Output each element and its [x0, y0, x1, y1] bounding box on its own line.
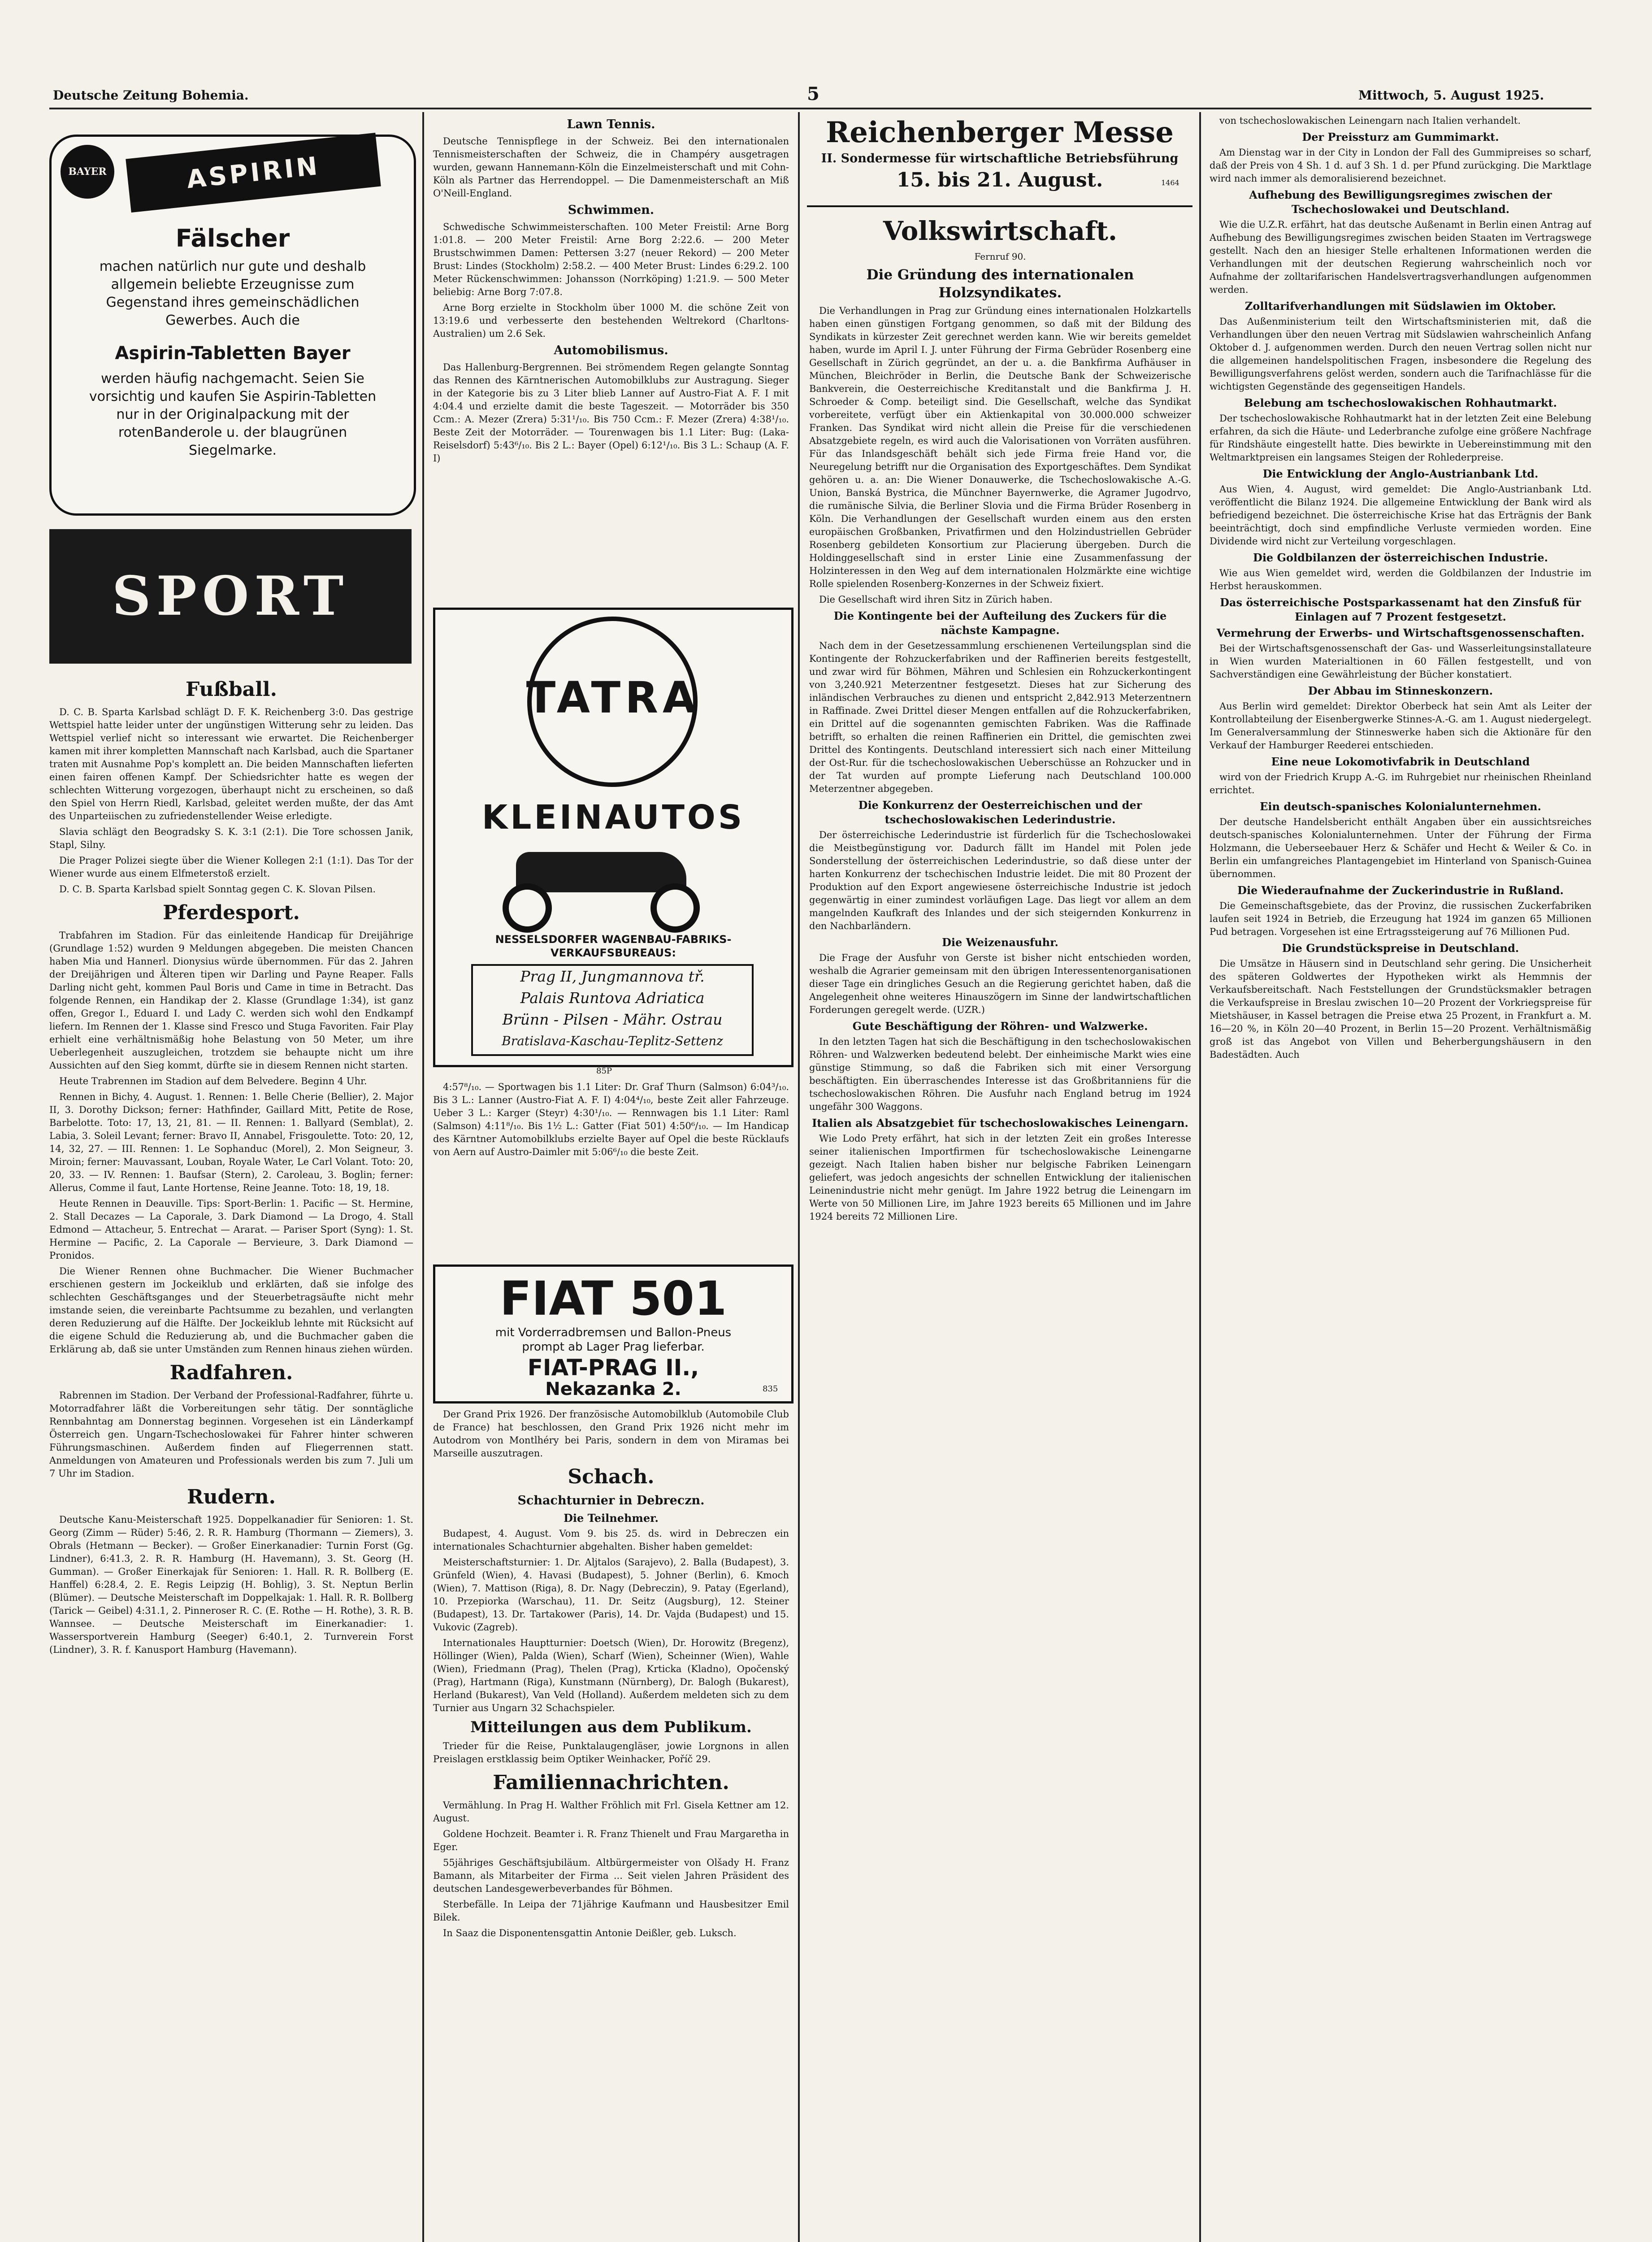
heading-rudern: Rudern. — [187, 1486, 276, 1508]
fiat-dealer: FIAT-PRAG II., — [527, 1355, 699, 1381]
column-2-top — [433, 114, 789, 594]
article-paragraph: Slavia schlägt den Beogradsky S. K. 3:1 (2:1). Die Tore schossen Janik, Stapl, Silny. — [49, 826, 413, 850]
article-paragraph: Die Gesellschaft wird ihren Sitz in Zürich haben. — [819, 594, 1053, 605]
subheading-stinneskonzern: Der Abbau im Stinneskonzern. — [1308, 684, 1493, 697]
article-paragraph: Arne Borg erzielte in Stockholm über 1000 M. die schöne Zeit von 13:19.6 und verbesserte den bestehenden Weltrekord (Charltons-Australien) um 2.6 Sek. — [433, 302, 789, 339]
column-rule-2 — [798, 112, 800, 2242]
messe-dates: 15. bis 21. August. — [896, 169, 1103, 191]
masthead-rule — [49, 108, 1591, 109]
heading-mitteilungen: Mitteilungen aus dem Publikum. — [470, 1718, 752, 1736]
fiat-line1: mit Vorderradbremsen und Ballon-Pneus — [495, 1326, 732, 1339]
article-paragraph: Der österreichische Lederindustrie ist fürderlich für die Tschechoslowakei die Meistbegünstigung vor. Dadurch fällt im Handel mit Polen jede Sonderstellung der österreichischen Lederindustrie, so daß diese unter der harten Konkurrenz der tschechischen Industrie leidet. Die mit 80 Prozent der Produktion auf den Export angewiesene österreichische Industrie ist jedoch gegenwärtig in einer zumindest vorläufigen Lage. Das liegt vor allem an dem mangelnden Kaufkraft des Inlandes und der sich steigernden Konkurrenz in den Nachbarländern. — [809, 830, 1191, 931]
subheading-teilnehmer: Die Teilnehmer. — [564, 1512, 659, 1525]
article-paragraph: Die Prager Polizei siegte über die Wiener Kollegen 2:1 (1:1). Das Tor der Wiener wurde aus einem Elfmeterstoß erzielt. — [49, 855, 413, 879]
article-paragraph: Aus Wien, 4. August, wird gemeldet: Die Anglo-Austrianbank Ltd. veröffentlicht die Bilanz 1924. Die allgemeine Entwicklung der Bank wird als befriedigend bezeichnet. Die österreichische Krise hat das Erträgnis der Bank beeinträchtigt, doch sind empfindliche Verluste vermieden worden. Eine Dividende wird nicht zur Verteilung vorgeschlagen. — [1210, 484, 1591, 547]
article-paragraph: Schwedische Schwimmeisterschaften. 100 Meter Freistil: Arne Borg 1:01.8. — 200 Meter Freistil: Arne Borg 2:22.6. — 200 Meter Brustschwimmen Damen: Pettersen 3:27 (neuer Rekord) — 200 Meter Brust: Lindes (Stockholm) 2:58.2. — 400 Meter Brust: Lindes 6:29.2. 100 Meter Rückenschwimmen: Johansson (Norrköping) 1:21.9. — 500 Meter beliebig: Arne Borg 7:07.8. — [433, 222, 789, 297]
heading-pferdesport: Pferdesport. — [163, 901, 300, 924]
article-paragraph: Budapest, 4. August. Vom 9. bis 25. ds. wird in Debreczen ein internationales Schachturnier abgehalten. Bisher haben gemeldet: — [433, 1528, 789, 1552]
article-paragraph: Deutsche Kanu-Meisterschaft 1925. Doppelkanadier für Senioren: 1. St. Georg (Zimm — Rüder) 5:46, 2. R. R. Hamburg (Thormann — Ziemers), 3. Obrals (Hetmann — Becker). — Großer Einerkanadier: Turnin Forst (Gg. Lindner), 6:41.3, 2. R. R. Hamburg (H. Havemann), 3. St. Georg (H. Gumman). — Großer Einerkajak für Senioren: 1. Hall. R. R. Bollberg (E. Hanffel) 6:28.4, 2. E. Regis Leipzig (H. Bohlig), 3. St. Neptun Berlin (Blümer). — Deutsche Meisterschaft im Doppelkajak: 1. Hall. R. R. Bollberg (Tarick — Geibel) 4:31.1, 2. Pinneroser R. C. (E. Rothe — H. Rothe), 3. R. B. Wannsee. — Deutsche Meisterschaft im Einerkanadier: 1. Wassersportverein Hamburg (Seeger) 6:40.1, 2. Turnverein Forst (Lindner), 3. R. f. Kanusport Hamburg (Havemann). — [49, 1514, 413, 1655]
article-paragraph: Am Dienstag war in der City in London der Fall des Gummipreises so scharf, daß der Preis von 4 Sh. 1 d. auf 3 Sh. 1 d. per Pfund zurückging. Die Marktlage wird nach immer als demoralisierend bezeichnet. — [1210, 147, 1591, 184]
subheading-leinengarn: Italien als Absatzgebiet für tschechoslowakisches Leinengarn. — [812, 1117, 1188, 1130]
article-paragraph: Trieder für die Reise, Punktalaugengläser, jowie Lorgnons in allen Preislagen erstklassig beim Optiker Weinhacker, Poříč 29. — [433, 1741, 789, 1764]
article-paragraph: Das Außenministerium teilt den Wirtschaftsministerien mit, daß die Verhandlungen über den neuen Vertrag mit Südslawien wahrscheinlich Anfang Oktober d. J. aufgenommen werden. Durch den neuen Vertrag sollen nicht nur die allgemeinen handelspolitischen Fragen, insbesondere die Regelung des Bewilligungsverfahrens gelöst werden, sondern auch die Tarifnachlässe für die wichtigsten Gegenstände des gegenseitigen Handels. — [1210, 316, 1591, 392]
messe-sub: II. Sondermesse für wirtschaftliche Betriebsführung — [821, 152, 1179, 165]
article-paragraph: Der deutsche Handelsbericht enthält Angaben über ein aussichtsreiches deutsch-spanisches Kolonialunternehmen. Unter der Führung der Firma Holzmann, die Ueberseebauer Herz & Schäfer und Hecht & Weiler & Co. in Berlin ein umfangreiches Plantagengebiet im Hinterland von Spanisch-Guinea übernommen. — [1210, 817, 1591, 879]
subheading-anglo-austrianbank: Die Entwicklung der Anglo-Austrianbank Ltd. — [1262, 467, 1539, 480]
article-paragraph: 4:57⁸/₁₀. — Sportwagen bis 1.1 Liter: Dr. Graf Thurn (Salmson) 6:04³/₁₀. Bis 3 L.: Lanner (Austro-Fiat A. F. I) 4:04⁴/₁₀, beste Zeit aller Fahrzeuge. Ueber 3 L.: Karger (Steyr) 4:30¹/₁₀. — Rennwagen bis 1.1 Liter: Raml (Salmson) 4:11⁸/₁₀. Bis 1½ L.: Gatter (Fiat 501) 4:50⁶/₁₀. — Im Handicap des Kärntner Automobilklubs erzielte Bayer auf Opel die beste Rücklaufs von Aern auf Austro-Daimler mit 5:06⁶/₁₀ die beste Zeit. — [433, 1082, 789, 1157]
subheading-zuckerindustrie-russland: Die Wiederaufnahme der Zuckerindustrie in Rußland. — [1237, 884, 1564, 897]
subheading-suedslawien: Zolltarifverhandlungen mit Südslawien im Oktober. — [1244, 300, 1557, 313]
subheading-gummimarkt: Der Preissturz am Gummimarkt. — [1302, 130, 1499, 143]
article-paragraph: Aus Berlin wird gemeldet: Direktor Oberbeck hat sein Amt als Leiter der Kontrollabteilung der Eisenbergwerke Stinnes-A.-G. am 1. August niedergelegt. Im Generalversammlung der Stinneswerke haben sich die Aktionäre für den Verkauf der Hamburger Reederei entschieden. — [1210, 701, 1591, 751]
sport-banner: SPORT — [49, 529, 412, 664]
aspirin-title: Fälscher — [175, 224, 290, 252]
heading-automobilismus: Automobilismus. — [554, 343, 668, 357]
column-2-bottom — [433, 1408, 789, 2242]
article-paragraph: Die Verhandlungen in Prag zur Gründung eines internationalen Holzkartells haben einen günstigen Fortgang genommen, so daß mit der Bildung des Syndikats in kürzester Zeit gerechnet werden kann. Wie wir bereits gemeldet haben, wurde im April I. J. unter Führung der Firma Gebrüder Rosenberg eine Gesellschaft in Zürich gegründet, an der u. a. die Bankfirma Aufhäuser in München, Bleichröder in Berlin, die Deutsche Bank der Schweizerische Bankverein, die Oesterreichische Kreditanstalt und die Bankfirma J. H. Schroeder & Comp. beteiligt sind. Die Gesellschaft, welche das Syndikat vorbereitete, verfügt über ein Aktienkapital von 30.000.000 schweizer Franken. Das Syndikat wird nicht allein die Preise für die verschiedenen Absatzgebiete regeln, es wird auch die Valorisationen von Vorräten ausführen. Für das Inlandsgeschäft behält sich jede Firma freie Hand vor, die Neuregelung betrifft nur die Organisation des Exportgeschäftes. Dem Syndikat gehören u. a. an: Die Wiener Donauwerke, die Tschechoslowakische A.-G. Union, Banská Bystrica, die Münchner Bayernwerke, die Agramer Jugodrvo, die rumänische Silvia, die Berliner Slovia und die Firma Brüder Rosenberg in Köln. Die Verhandlungen der Gesellschaft wurden einem aus den ersten europäischen Großbanken, Privatfirmen und den Holzindustriellen Gebrüder Rosenberg gebildeten Konsortium zur Placierung übergeben. Durch die Holdinggesellschaft sind in erster Linie eine Zusammenfassung der Holzinteressen in den Weg auf dem internationalen Holzmärkte eine wichtige Rolle spielenden Rosenberg-Konzernes in der Schweiz fixiert. — [809, 305, 1191, 589]
subheading-lokomotivfabrik: Eine neue Lokomotivfabrik in Deutschland — [1271, 755, 1530, 768]
subheading-walzwerke: Gute Beschäftigung der Röhren- und Walzwerke. — [852, 1020, 1148, 1033]
article-paragraph: Die Umsätze in Häusern sind in Deutschland sehr gering. Die Unsicherheit des späteren Goldwertes der Hypotheken wirkt als Hemmnis der Verkaufsbereitschaft. Nach Feststellungen der Grundstücksmakler betragen die Verkaufspreise in Breslau zwischen 10—20 Prozent der Vorkriegspreise für Mietshäuser, in Kassel betragen die Preise etwa 25 Prozent, in Frankfurt a. M. 16—20 %, in Köln 20—40 Prozent, in Berlin 15—20 Prozent. Verhältnismäßig groß ist das Angebot von Villen und Beherbergungshäusern in den Badestädten. Auch — [1210, 958, 1591, 1060]
tatra-address-3: Brünn - Pilsen - Mähr. Ostrau — [502, 1011, 723, 1028]
aspirin-product: Aspirin-Tabletten Bayer — [115, 343, 351, 364]
fiat-model: FIAT 501 — [499, 1271, 727, 1326]
tatra-address-2: Palais Runtova Adriatica — [520, 989, 705, 1007]
article-paragraph: Goldene Hochzeit. Beamter i. R. Franz Thienelt und Frau Margaretha in Eger. — [433, 1829, 789, 1852]
article-paragraph: Rennen in Bichy, 4. August. 1. Rennen: 1. Belle Cherie (Bellier), 2. Major II, 3. Dorothy Dickson; ferner: Hathfinder, Gaillard Mitt, Petite de Rose, Barbelotte. Toto: 17, 13, 21, 81. — II. Rennen: 1. Ballyard (Semblat), 2. Labia, 3. Soleil Levant; ferner: Bravo II, Annabel, Frisgoulette. Toto: 20, 12, 14, 32, 27. — III. Rennen: 1. Le Sophanduc (Morel), 2. Mon Seigneur, 3. Miroin; ferner: Mauvassant, Louban, Royale Water, Le Carl Volant. Toto: 20, 20, 33. — IV. Rennen: 1. Baufsar (Stern), 2. Caroleau, 3. Boglin; ferner: Allerus, Comme il faut, Lante Hortense, Reine Jeanne. Toto: 18, 19, 18. — [49, 1091, 413, 1193]
subheading-zucker: Die Kontingente bei der Aufteilung des Zuckers für die nächste Kampagne. — [833, 609, 1167, 637]
article-paragraph: Wie Lodo Prety erfährt, hat sich in der letzten Zeit ein großes Interesse seiner italienischen Importfirmen für tschechoslowakische Leinengarne gezeigt. Nach Italien haben bisher nur belgische Fabriken Leinengarn geliefert, was jedoch angesichts der schnellen Entwicklung der italienischen Leinenindustrie nicht mehr genügt. Im Jahre 1922 betrug die Leinengarn im Werte von 50 Millionen Lire, im Jahre 1923 bereits 65 Millionen und im Jahre 1924 bereits 72 Millionen Lire. — [809, 1133, 1191, 1222]
heading-volkswirtschaft: Volkswirtschaft. — [883, 216, 1118, 246]
subheading-goldbilanzen: Die Goldbilanzen der österreichischen Industrie. — [1253, 551, 1548, 564]
masthead-left: Deutsche Zeitung Bohemia. — [53, 88, 249, 103]
article-paragraph: Sterbefälle. In Leipa der 71jährige Kaufmann und Hausbesitzer Emil Bilek. — [433, 1899, 789, 1923]
aspirin-text2: werden häufig nachgemacht. Seien Sie vorsichtig und kaufen Sie Aspirin-Tabletten nur in der Originalpackung mit der rotenBanderole u. der blaugrünen Siegelmarke. — [89, 371, 377, 458]
article-paragraph: Deutsche Tennispflege in der Schweiz. Bei den internationalen Tennismeisterschaften der Schweiz, die in Champéry ausgetragen wurden, gewann Hannemann-Köln die Einzelmeisterschaft und mit Cohn-Köln als Partner das Herrendoppel. — Die Damenmeisterschaft an Miß O'Neill-England. — [433, 136, 789, 199]
article-paragraph: Heute Rennen in Deauville. Tips: Sport-Berlin: 1. Pacific — St. Hermine, 2. Stall Decazes — La Caporale, 3. Dark Diamond — La Drogo, 4. Stall Edmond — Attacheur, 5. Entrechat — Ararat. — Pariser Sport (Syng): 1. St. Hermine — Pacific, 2. La Caporale — Bervieure, 3. Dark Diamond — Pronidos. — [49, 1198, 413, 1261]
column-2-middle — [433, 1081, 789, 1260]
article-paragraph: Die Wiener Rennen ohne Buchmacher. Die Wiener Buchmacher erschienen gestern im Jockeiklub und erklärten, daß sie infolge des schlechten Geschäftsganges und der Steuerbetragsäufte nicht mehr imstande seien, die vereinbarte Pachtsumme zu bezahlen, und verlangten deren Reduzierung auf die Hälfte. Der Jockeiklub lehnte mit Rücksicht auf die eigene Schuld die Reduzierung ab, und die Buchmacher gaben die Erklärung ab, daß sie unter Umständen zum Rennen hinaus ziehen würden. — [49, 1266, 413, 1355]
article-paragraph: Heute Trabrennen im Stadion auf dem Belvedere. Beginn 4 Uhr. — [59, 1076, 367, 1086]
article-paragraph: Internationales Hauptturnier: Doetsch (Wien), Dr. Horowitz (Bregenz), Höllinger (Wien), Palda (Wien), Scharf (Wien), Scheinner (Wien), Wahle (Wien), Friedmann (Prag), Thelen (Prag), Krticka (Kladno), Opočenský (Prag), Hartmann (Riga), Kunstmann (Nürnberg), Dr. Balogh (Bukarest), Herland (Bukarest), Van Veld (Holland). Außerdem meldeten sich zu dem Turnier aus Ungarn 32 Schachspieler. — [433, 1638, 789, 1713]
article-paragraph: In Saaz die Disponentensgattin Antonie Deißler, geb. Luksch. — [443, 1928, 737, 1938]
column-4 — [1210, 114, 1591, 2242]
heading-familiennachrichten: Familiennachrichten. — [493, 1771, 729, 1794]
article-paragraph: Der Grand Prix 1926. Der französische Automobilklub (Automobile Club de France) hat beschlossen, den Grand Prix 1926 nicht mehr im Autodrom von Montlhéry bei Paris, sondern in dem von Miramas bei Marseille auszutragen. — [433, 1409, 789, 1459]
heading-radfahren: Radfahren. — [169, 1361, 293, 1384]
article-paragraph: Die Gemeinschaftsgebiete, das der Provinz, die russischen Zuckerfabriken laufen seit 1924 in Betrieb, die Erzeugung hat 1924 im ganzen 65 Millionen Pud betragen. Vorgesehen ist eine Ertragssteigerung auf 76 Millionen Pud. — [1210, 900, 1591, 937]
article-paragraph: In den letzten Tagen hat sich die Beschäftigung in den tschechoslowakischen Röhren- und Walzwerken bedeutend belebt. Der einheimische Markt wies eine günstige Stimmung, so daß die Fabriken sich mit einer Versorgung beschäftigten. Ein überraschendes Interesse ist das Großbritanniens für die tschechoslowakischen Röhren. Die Ausfuhr nach England betrug im 1924 ungefähr 300 Waggons. — [809, 1036, 1191, 1112]
article-paragraph: wird von der Friedrich Krupp A.-G. im Ruhrgebiet nur rheinischen Rheinland errichtet. — [1210, 772, 1591, 795]
aspirin-text: machen natürlich nur gute und deshalb allgemein beliebte Erzeugnisse zum Gegenstand ihres gemeinschädlichen Gewerbes. Auch die — [99, 259, 366, 328]
fiat-address: Nekazanka 2. — [545, 1379, 681, 1399]
subheading-schachturnier: Schachturnier in Debreczn. — [517, 1494, 705, 1508]
masthead-right: Mittwoch, 5. August 1925. — [1358, 88, 1544, 103]
fiat-code: 835 — [763, 1384, 778, 1394]
column-3 — [809, 211, 1191, 2242]
phone-number: Fernruf 90. — [974, 251, 1026, 262]
subheading-grundstueckspreise: Die Grundstückspreise in Deutschland. — [1282, 942, 1519, 955]
article-paragraph: Die Frage der Ausfuhr von Gerste ist bisher nicht entschieden worden, weshalb die Agrarier gemeinsam mit den übrigen Interessentenorganisationen dieser Tage ein dringliches Gesuch an die Regierung gerichtet haben, daß die Angelegenheit ohne weiteres Hinauszögern im Sinne der landwirtschaftlichen Forderungen geregelt werde. (UZR.) — [809, 952, 1191, 1015]
page-number: 5 — [807, 83, 819, 104]
tatra-code: 85P — [596, 1066, 612, 1076]
column-1 — [49, 673, 413, 2242]
subheading-bewilligungsregime: Aufhebung des Bewilligungsregimes zwischen der Tschechoslowakei und Deutschland. — [1249, 188, 1552, 216]
subheading-postsparkasse: Das österreichische Postsparkassenamt hat den Zinsfuß für Einlagen auf 7 Prozent festgesetzt. — [1220, 596, 1581, 623]
article-paragraph: Meisterschaftsturnier: 1. Dr. Aljtalos (Sarajevo), 2. Balla (Budapest), 3. Grünfeld (Wien), 4. Havasi (Budapest), 5. Johner (Berlin), 6. Kmoch (Wien), 7. Mattison (Riga), 8. Dr. Nagy (Debreczin), 9. Patay (Egerland), 10. Przepiorka (Warschau), 11. Dr. Seitz (Augsburg), 12. Steiner (Budapest), 13. Dr. Tartakower (Paris), 14. Dr. Vajda (Budapest) und 15. Vukovic (Zagreb). — [433, 1557, 789, 1633]
subheading-genossenschaften: Vermehrung der Erwerbs- und Wirtschaftsgenossenschaften. — [1216, 626, 1585, 639]
fiat-line2: prompt ab Lager Prag lieferbar. — [522, 1340, 705, 1354]
column-rule-3 — [1199, 112, 1201, 2242]
article-paragraph: Vermählung. In Prag H. Walther Fröhlich mit Frl. Gisela Kettner am 12. August. — [433, 1800, 789, 1824]
messe-ad — [807, 116, 1192, 207]
article-paragraph: Wie aus Wien gemeldet wird, werden die Goldbilanzen der Industrie im Herbst herauskommen. — [1210, 568, 1591, 591]
article-paragraph: Trabfahren im Stadion. Für das einleitende Handicap für Dreijährige (Grundlage 1:52) wurden 9 Meldungen abgegeben. Die meisten Chancen haben Mia und Hannerl. Dionysius würde übernommen. Für das 2. Jahren der Dreijährigen und Älteren tipen wir Darling und Payne Reaper. Falls Darling nicht geht, kommen Paul Boris und Came in time in Betracht. Das folgende Rennen, ein Handikap der 2. Klasse (Grundlage 1:34), ist ganz offen, Gregor I., Eduard I. und Lady C. werden sich wohl den Endkampf liefern. Im Rennen der 1. Klasse sind Fresco und Stuga Favoriten. Fair Play erhielt eine verhältnismäßig hohe Belastung von 50 Meter, um ihre Ueberlegenheit auszugleichen, trotzdem sie behaupte nicht um ihre Aussichten auf den Sieg kommt, dürfte sie in diesem Rennen nicht starten. — [49, 930, 413, 1071]
tatra-title: KLEINAUTOS — [481, 798, 745, 837]
article-paragraph: D. C. B. Sparta Karlsbad spielt Sonntag gegen C. K. Slovan Pilsen. — [59, 884, 376, 895]
heading-fussball: Fußball. — [186, 678, 277, 701]
tatra-address-box — [471, 964, 754, 1056]
article-paragraph: von tschechoslowakischen Leinengarn nach Italien verhandelt. — [1219, 115, 1521, 126]
aspirin-ad — [49, 135, 416, 516]
article-paragraph: Das Hallenburg-Bergrennen. Bei strömendem Regen gelangte Sonntag das Rennen des Kärntnerischen Automobilklubs zur Austragung. Sieger in der Kategorie bis zu 3 Liter blieb Lanner auf Austro-Fiat A. F. I mit 4:04.4 und erzielte damit die beste Tageszeit. — Motorräder bis 350 Ccm.: A. Mezer (Zrera) 5:31¹/₁₀. Bis 750 Ccm.: F. Mezer (Zrera) 4:38¹/₁₀. Beste Zeit der Motorräder. — Tourenwagen bis 1.1 Liter: Bug: (Laka-Reiselsdorf) 5:43⁶/₁₀. Bis 2 L.: Bayer (Opel) 6:12¹/₁₀. Bis 3 L.: Schaup (A. F. I) — [433, 362, 789, 464]
tatra-logo: TATRA — [526, 673, 701, 723]
article-paragraph: Wie die U.Z.R. erfährt, hat das deutsche Außenamt in Berlin einen Antrag auf Aufhebung des Bewilligungsregimes zwischen beiden Staaten im Vertragswege gestellt. Nach den an hiesiger Stelle erhaltenen Informationen werden die Verhandlungen mit der deutschen Regierung wahrscheinlich noch vor Aufnahme der zolltarifarischen Handelsvertragsverhandlungen aufgenommen werden. — [1210, 219, 1591, 295]
subheading-rohhautmarkt: Belebung am tschechoslowakischen Rohhautmarkt. — [1244, 396, 1557, 409]
subheading-weizenausfuhr: Die Weizenausfuhr. — [942, 936, 1058, 949]
article-paragraph: Der tschechoslowakische Rohhautmarkt hat in der letzten Zeit eine Belebung erfahren, da sich die Häute- und Lederbranche zufolge eine größere Nachfrage für Rindshäute eingestellt hatte. Dies bewirkte in Uebereinstimmung mit den Weltmarktpreisen ein langsames Steigen der Rohlederpreise. — [1210, 413, 1591, 463]
article-paragraph: Bei der Wirtschaftsgenossenschaft der Gas- und Wasserleitungsinstallateure in Wien wurden Materialtionen in 60 Fällen festgestellt, und von Sachverständigen eine Gewährleistung der Bücher konstatiert. — [1210, 643, 1591, 680]
car-illustration-icon — [489, 843, 731, 924]
heading-schwimmen: Schwimmen. — [568, 203, 655, 217]
article-paragraph: 55jähriges Geschäftsjubiläum. Altbürgermeister von Olšady H. Franz Bamann, als Mitarbeiter der Firma ... Seit vielen Jahren Präsident des deutschen Landesgewerbeverbandes für Böhmen. — [433, 1857, 789, 1894]
aspirin-package: ASPIRIN — [126, 133, 381, 213]
tatra-address-4: Bratislava-Kaschau-Teplitz-Settenz — [502, 1034, 723, 1048]
tatra-address-1: Prag II, Jungmannova tř. — [520, 968, 705, 985]
article-paragraph: D. C. B. Sparta Karlsbad schlägt D. F. K. Reichenberg 3:0. Das gestrige Wettspiel hatte leider unter der ungünstigen Witterung sehr zu leiden. Das Wettspiel verlief nicht so interessant wie erwartet. Die Reichenberger kamen mit ihrer kompletten Mannschaft nach Karlsbad, auch die Spartaner traten mit Ausnahme Pop's komplett an. Die beiden Mannschaften lieferten einen fairen offenen Kampf. Der Schiedsrichter hatte es wegen der schlechten Witterung vorgezogen, überhaupt nicht zu erscheinen, so daß den Spiel von Herrn Riedl, Karlsbad, geleitet werden mußte, der das Amt des Unparteiischen zu zufriedenstellender Weise erledigte. — [49, 707, 413, 821]
article-paragraph: Nach dem in der Gesetzessammlung erschienenen Verteilungsplan sind die Kontingente der Rohzuckerfabriken und der Raffinerien bereits festgestellt, und zwar wird für Böhmen, Mähren und Schlesien ein Rohzuckerkontingent von 3,240.921 Meterzentner festgesetzt. Dieses hat zur Sicherung des inländischen Verbrauches zu dienen und entspricht 2,842.913 Meterzentnern in Raffinade. Zwei Drittel dieser Mengen entfallen auf die Rohzuckerfabriken, ein Drittel auf die sogenannten gemischten Fabriken. Was die Raffinade betrifft, so erhalten die reinen Raffinerien ein Drittel, die gemischten zwei Drittel des Kontingents. Deutschland interessiert sich nach einer Mitteilung der Ost-Rur. für die tschechoslowakischen Ueberschüsse an Rohzucker und in der Tat wurden auf prompte Lieferung nach Deutschland 100.000 Meterzentner abgegeben. — [809, 640, 1191, 794]
subheading-lederindustrie: Die Konkurrenz der Oesterreichischen und der tschechoslowakischen Lederindustrie. — [858, 799, 1142, 826]
article-paragraph: Rabrennen im Stadion. Der Verband der Professional-Radfahrer, führte u. Motorradfahrer läßt die Vorbereitungen sehr tätig. Der sonntägliche Rennbahntag am Donnerstag beginnen. Vorgesehen ist ein Länderkampf Österreich gen. Ungarn-Tschechoslowakei für Fahrer hinter schweren Führungsmaschinen. Außerdem finden auf Fliegerrennen statt. Anmeldungen von Amateuren und Professionals werden bis zum 7. Juli um 7 Uhr im Stadion. — [49, 1390, 413, 1479]
bayer-cross-icon: BAYER — [61, 145, 114, 199]
subheading-kolonialunternehmen: Ein deutsch-spanisches Kolonialunternehmen. — [1260, 800, 1541, 813]
messe-code: 1464 — [1161, 178, 1179, 187]
messe-title: Reichenberger Messe — [826, 116, 1174, 149]
heading-lawn-tennis: Lawn Tennis. — [567, 117, 655, 131]
tatra-subtitle: NESSELSDORFER WAGENBAU-FABRIKS-VERKAUFSBUREAUS: — [495, 933, 732, 959]
tatra-ad — [433, 608, 793, 1067]
heading-schach: Schach. — [568, 1465, 655, 1488]
column-rule-1 — [422, 112, 424, 2242]
fiat-ad — [433, 1264, 793, 1403]
subheading-holzsyndikat: Die Gründung des internationalen Holzsyndikates. — [866, 267, 1134, 301]
